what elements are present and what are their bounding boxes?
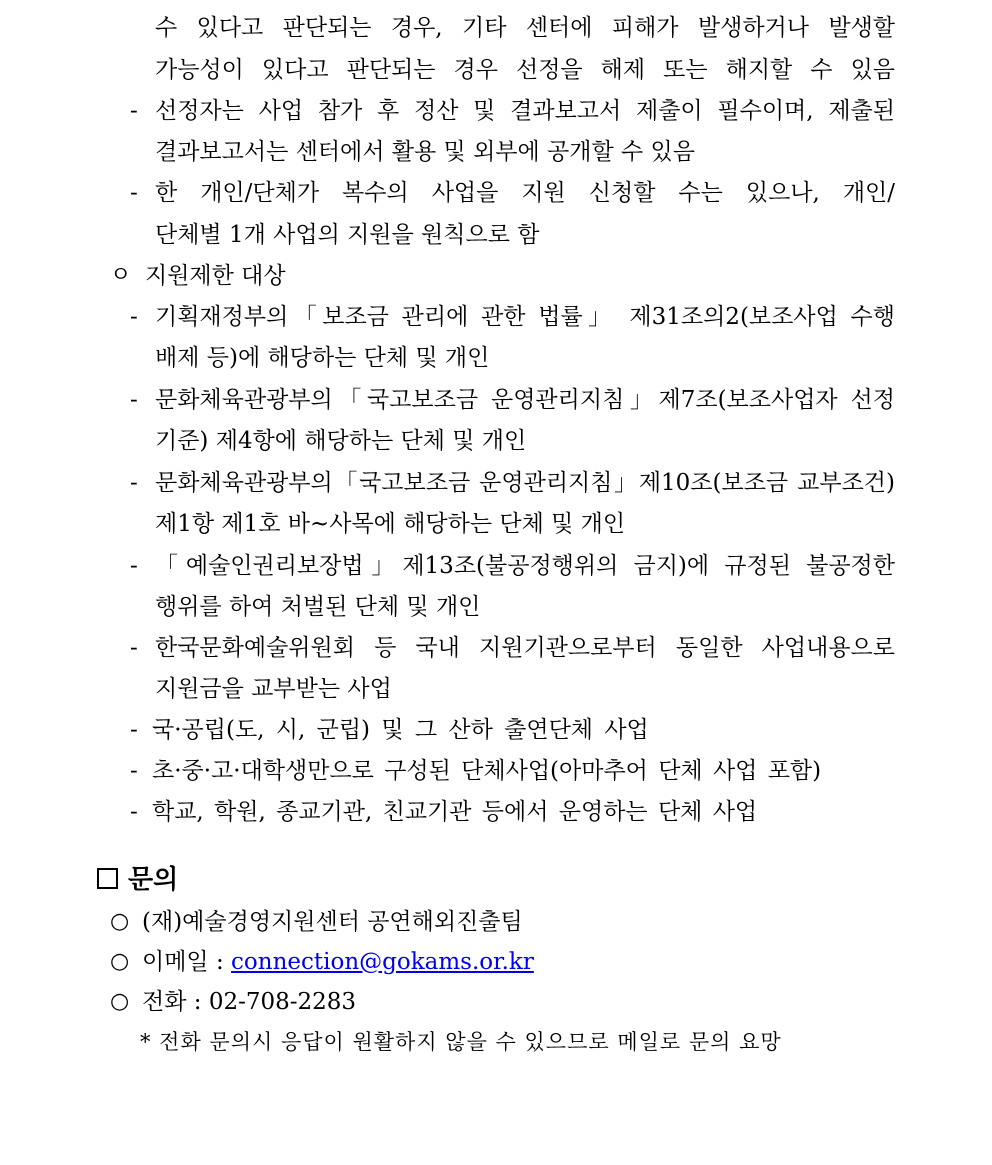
list-bullet: - (130, 470, 138, 496)
section-title-text: 문의 (128, 865, 179, 895)
circle-bullet: ○ (110, 949, 130, 974)
list-item: 초·중·고·대학생만으로 구성된 단체사업(아마추어 단체 사업 포함) (152, 758, 822, 784)
list-item-continuation: 단체별 1개 사업의 지원을 원칙으로 함 (155, 222, 540, 248)
contact-org: (재)예술경영지원센터 공연해외진출팀 (142, 909, 523, 935)
list-item-continuation: 제1항 제1호 바~사목에 해당하는 단체 및 개인 (155, 511, 626, 537)
circle-bullet: ○ (110, 909, 130, 934)
list-bullet: - (130, 635, 138, 661)
phone-number: 02-708-2283 (208, 989, 357, 1015)
list-item: 국·공립(도, 시, 군립) 및 그 산하 출연단체 사업 (152, 717, 649, 743)
list-bullet: - (130, 758, 138, 784)
email-label: 이메일 : (142, 949, 232, 975)
contact-phone-row (142, 987, 356, 1017)
list-bullet: - (130, 98, 138, 124)
contact-note: * 전화 문의시 응답이 원활하지 않을 수 있으므로 메일로 문의 요망 (140, 1030, 782, 1054)
section-title (97, 863, 178, 897)
email-link[interactable]: connection@gokams.or.kr (231, 949, 534, 975)
list-item: 문화체육관광부의「국고보조금 운영관리지침」제10조(보조금 교부조건) (155, 470, 895, 496)
list-item: 한국문화예술위원회 등 국내 지원기관으로부터 동일한 사업내용으로 (155, 635, 895, 661)
list-item-continuation: 결과보고서는 센터에서 활용 및 외부에 공개할 수 있음 (155, 139, 695, 165)
checkbox-square-icon (97, 868, 118, 889)
text-line: 수 있다고 판단되는 경우, 기타 센터에 피해가 발생하거나 발생할 (155, 15, 895, 41)
list-item-continuation: 기준) 제4항에 해당하는 단체 및 개인 (155, 428, 527, 454)
list-bullet: - (130, 799, 138, 825)
list-item: 선정자는 사업 참가 후 정산 및 결과보고서 제출이 필수이며, 제출된 (155, 98, 895, 124)
text-line: 가능성이 있다고 판단되는 경우 선정을 해제 또는 해지할 수 있음 (155, 57, 895, 83)
list-item: 한 개인/단체가 복수의 사업을 지원 신청할 수는 있으나, 개인/ (155, 180, 895, 206)
list-bullet: - (130, 180, 138, 206)
list-bullet: - (130, 387, 138, 413)
circle-bullet: ㅇ (110, 263, 132, 288)
list-item: 학교, 학원, 종교기관, 친교기관 등에서 운영하는 단체 사업 (152, 799, 758, 825)
list-item-continuation: 행위를 하여 처벌된 단체 및 개인 (155, 594, 481, 620)
list-item: 문화체육관광부의「국고보조금 운영관리지침」제7조(보조사업자 선정 (155, 387, 895, 413)
phone-label: 전화 : (142, 989, 209, 1015)
subsection-heading: 지원제한 대상 (145, 263, 286, 289)
list-item-continuation: 배제 등)에 해당하는 단체 및 개인 (155, 345, 490, 371)
list-item: 「예술인권리보장법」제13조(불공정행위의 금지)에 규정된 불공정한 (155, 553, 895, 579)
list-bullet: - (130, 553, 138, 579)
list-bullet: - (130, 304, 138, 330)
list-item-continuation: 지원금을 교부받는 사업 (155, 676, 392, 702)
list-bullet: - (130, 717, 138, 743)
list-item: 기획재정부의「보조금 관리에 관한 법률」 제31조의2(보조사업 수행 (155, 304, 895, 330)
contact-email-row (142, 947, 534, 977)
circle-bullet: ○ (110, 989, 130, 1014)
